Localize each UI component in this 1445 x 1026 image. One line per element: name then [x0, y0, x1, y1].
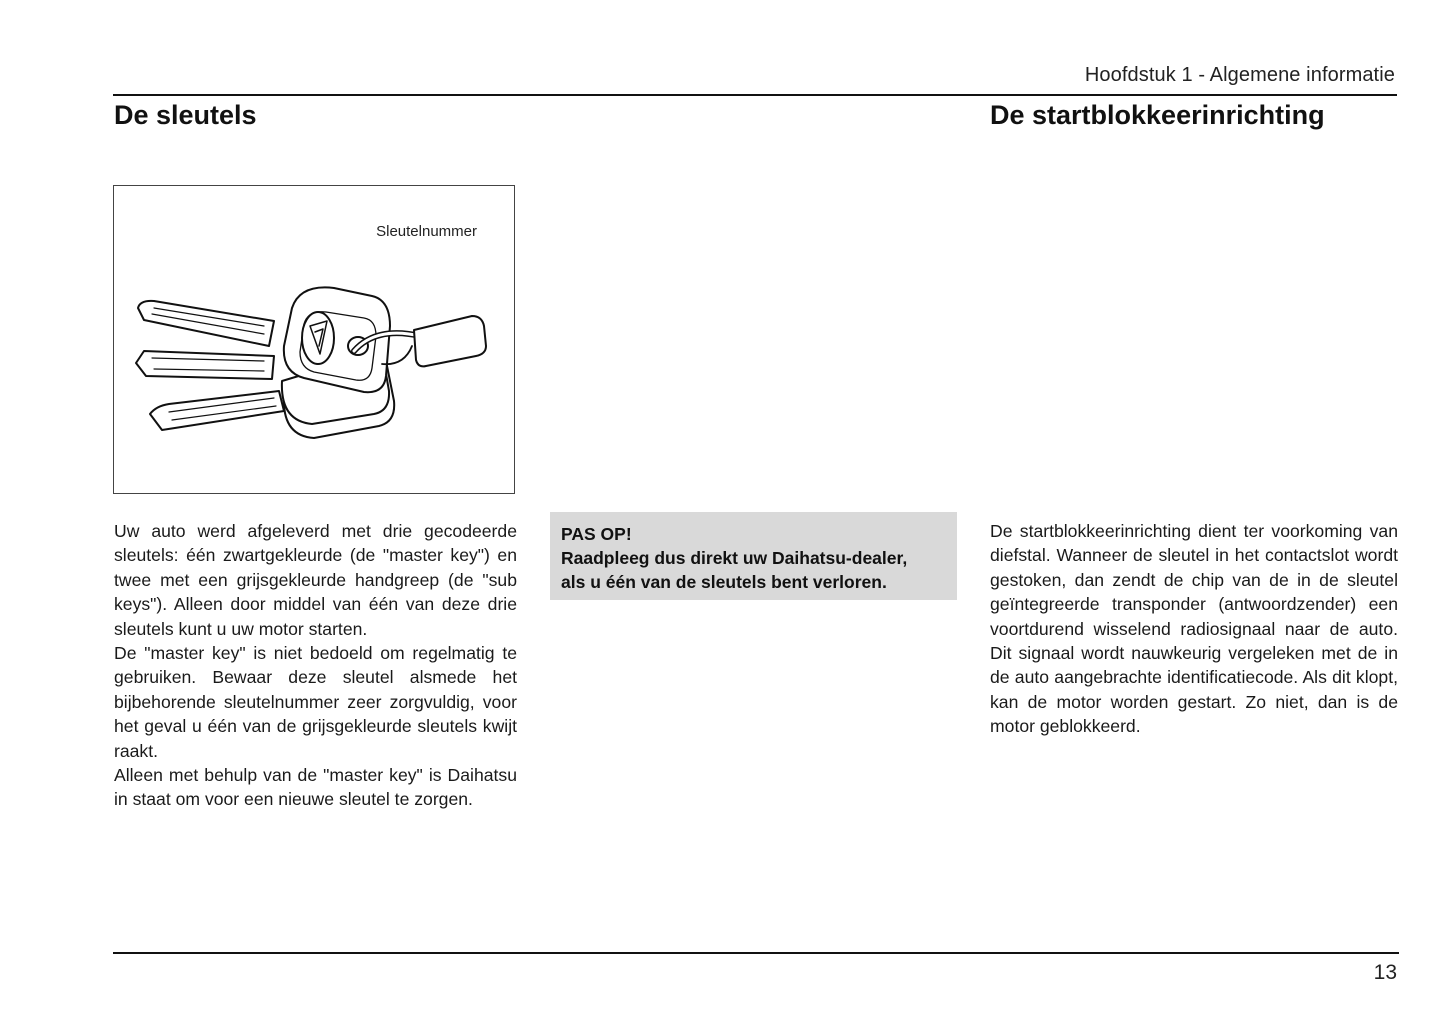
warning-box [550, 512, 957, 600]
warning-title: PAS OP! [561, 524, 632, 544]
section-title-keys: De sleutels [114, 100, 257, 130]
keys-paragraph-3: Alleen met behulp van de "master key" is Daihatsu in staat om voor een nieuwe sleutel te zorgen. [114, 765, 517, 810]
bottom-rule [113, 952, 1399, 954]
immobilizer-description [990, 519, 1398, 739]
chapter-header: Hoofdstuk 1 - Algemene informatie [1084, 64, 1395, 86]
section-title-immobilizer: De startblokkeerinrichting [990, 100, 1325, 130]
keys-figure [113, 185, 515, 494]
keys-description [114, 519, 517, 812]
page-number: 13 [1373, 961, 1397, 984]
warning-line-2: als u één van de sleutels bent verloren. [561, 572, 887, 592]
keys-illustration-icon [114, 186, 516, 495]
keys-paragraph-1: Uw auto werd afgeleverd met drie gecodeerde sleutels: één zwartgekleurde (de "master key") en twee met een grijsgekleurde handgreep (de "sub keys"). Alleen door middel van één van deze drie sleutels kunt u uw motor starten. [114, 521, 517, 639]
top-rule [113, 94, 1397, 96]
keys-paragraph-2: De "master key" is niet bedoeld om regelmatig te gebruiken. Bewaar deze sleutel alsmede het bijbehorende sleutelnummer zeer zorgvuldig, voor het geval u één van de grijsgekleurde sleutels kwijt raakt. [114, 643, 517, 761]
warning-line-1: Raadpleeg dus direkt uw Daihatsu-dealer, [561, 548, 908, 568]
immobilizer-paragraph-1: De startblokkeerinrichting dient ter voorkoming van diefstal. Wanneer de sleutel in het contactslot wordt gestoken, dan zendt de chip van de in de sleutel geïntegreerde transponder (antwoordzender) een voortdurend wisselend radiosignaal naar de auto. Dit signaal wordt nauwkeurig vergeleken met de in de auto aangebrachte identificatiecode. Als dit klopt, kan de motor worden gestart. Zo niet, dan is de motor geblokkeerd. [990, 521, 1398, 737]
figure-label: Sleutelnummer [376, 223, 477, 240]
